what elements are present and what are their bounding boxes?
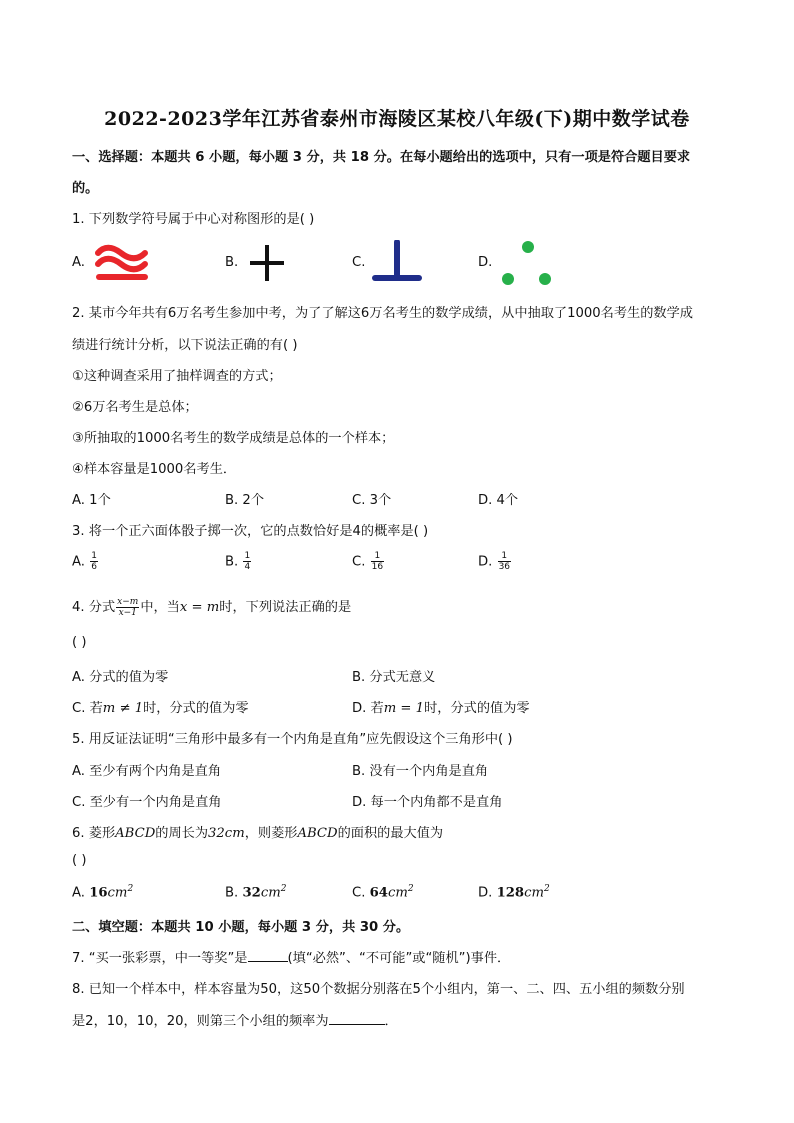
q4-option-c-math: m ≠ 1 — [102, 701, 144, 716]
q7-pre: 7. “买一张彩票，中一等奖”是 — [72, 951, 248, 966]
q6-option-c-exp: 2 — [407, 884, 414, 894]
frac-numerator: 1 — [244, 551, 251, 561]
q2-option-d: D. 4个 — [478, 493, 519, 508]
q4-option-a: A. 分式的值为零 — [72, 670, 169, 685]
q2-statement-3: ③所抽取的1000名考生的数学成绩是总体的一个样本； — [72, 431, 395, 446]
q8-stem-line2 — [72, 1010, 398, 1029]
q6-paren: ( ) — [72, 853, 87, 868]
q4-stem — [72, 596, 351, 618]
perpendicular-symbol-icon — [372, 240, 422, 284]
q6-option-a-unit: cm — [107, 885, 128, 901]
frac-numerator: 1 — [371, 551, 384, 562]
q7-stem — [72, 947, 510, 966]
q6-option-a — [72, 884, 133, 900]
frac-denominator: 6 — [91, 562, 97, 572]
q4-option-b: B. 分式无意义 — [352, 670, 436, 685]
q6-option-c-label: C. — [352, 885, 366, 901]
q4-suffix: 时，下列说法正确的是 — [219, 600, 352, 615]
q6-option-c-unit: cm — [387, 885, 408, 901]
q3-option-b — [225, 551, 252, 572]
q2-option-c: C. 3个 — [352, 493, 392, 508]
section1-heading: 一、选择题：本题共 6 小题，每小题 3 分，共 18 分。在每小题给出的选项中，只有一项是符合题目要求 — [72, 150, 691, 165]
q6-option-b — [225, 884, 286, 900]
q6-option-d — [478, 884, 550, 900]
q4-option-d-pre: D. 若 — [352, 701, 384, 716]
q6-option-b-num: 32 — [242, 885, 261, 901]
plus-symbol-icon — [249, 244, 285, 282]
q3-option-a — [72, 551, 99, 572]
q6-option-a-num: 16 — [89, 885, 108, 901]
frac-denominator: 16 — [371, 562, 384, 572]
q1-option-d-label: D. — [478, 255, 493, 270]
therefore-dots-icon — [498, 238, 556, 290]
q3-option-c-label: C. — [352, 554, 366, 570]
frac-denominator: 36 — [498, 562, 511, 572]
q6-option-b-unit: cm — [260, 885, 281, 901]
q6-post: 的面积的最大值为 — [337, 826, 444, 841]
q3-option-c-fraction — [371, 551, 384, 572]
q6-option-d-label: D. — [478, 885, 493, 901]
frac-numerator: 1 — [91, 551, 97, 561]
q6-stem — [72, 822, 443, 841]
q3-option-c — [352, 551, 385, 572]
q4-fraction — [116, 597, 139, 618]
q2-option-b: B. 2个 — [225, 493, 265, 508]
q8-post: ． — [384, 1014, 398, 1029]
q3-option-d — [478, 551, 512, 572]
q4-mid: 中，当 — [140, 600, 180, 615]
q5-option-b: B. 没有一个内角是直角 — [352, 764, 489, 779]
q6-option-d-unit: cm — [524, 885, 544, 901]
section2-heading: 二、填空题：本题共 10 小题，每小题 3 分，共 30 分。 — [72, 920, 410, 935]
q6-option-b-label: B. — [225, 885, 239, 901]
approx-equal-symbol-icon — [94, 244, 150, 284]
q5-option-d: D. 每一个内角都不是直角 — [352, 795, 503, 810]
q2-statement-2: ②6万名考生是总体； — [72, 400, 198, 415]
q8-answer-blank[interactable] — [329, 1012, 385, 1025]
q3-option-b-label: B. — [225, 554, 239, 570]
q1-option-a-label: A. — [72, 255, 85, 270]
q1-option-c-label: C. — [352, 255, 366, 270]
q7-answer-blank[interactable] — [248, 949, 288, 962]
frac-numerator: x−m — [117, 596, 139, 607]
q3-option-d-fraction — [498, 551, 511, 572]
q5-option-c: C. 至少有一个内角是直角 — [72, 795, 222, 810]
q4-option-c-pre: C. 若 — [72, 701, 103, 716]
q4-option-c-post: 时，分式的值为零 — [143, 701, 249, 716]
q6-option-b-exp: 2 — [280, 884, 287, 894]
q6-abcd-2: ABCD — [297, 826, 338, 841]
q4-option-d-math: m = 1 — [383, 701, 425, 716]
q3-option-a-label: A. — [72, 554, 85, 570]
q6-option-c — [352, 884, 414, 900]
q2-stem-line1: 2. 某市今年共有6万名考生参加中考，为了了解这6万名考生的数学成绩，从中抽取了1000名考生的数学成 — [72, 306, 693, 321]
q3-option-d-label: D. — [478, 554, 493, 570]
q5-stem: 5. 用反证法证明“三角形中最多有一个内角是直角”应先假设这个三角形中( ) — [72, 732, 513, 747]
q2-statement-4: ④样本容量是1000名考生． — [72, 462, 237, 477]
q3-stem: 3. 将一个正六面体骰子掷一次，它的点数恰好是4的概率是( ) — [72, 524, 429, 539]
q6-mid2: ，则菱形 — [244, 826, 298, 841]
q4-paren: ( ) — [72, 635, 87, 650]
frac-denominator: x−1 — [118, 607, 137, 618]
q4-prefix: 4. 分式 — [72, 600, 116, 615]
q3-option-a-fraction — [90, 551, 98, 572]
q6-abcd: ABCD — [115, 826, 156, 841]
section1-heading-cont: 的。 — [72, 181, 99, 196]
q2-option-a: A. 1个 — [72, 493, 111, 508]
q6-option-a-exp: 2 — [127, 884, 134, 894]
q1-stem: 1. 下列数学符号属于中心对称图形的是( ) — [72, 212, 315, 227]
q2-stem-line2: 绩进行统计分析，以下说法正确的有( ) — [72, 338, 298, 353]
q4-option-d-post: 时，分式的值为零 — [424, 701, 530, 716]
q6-option-d-exp: 2 — [544, 884, 550, 894]
q4-option-c — [72, 697, 249, 716]
q6-mid1: 的周长为 — [155, 826, 209, 841]
q6-option-d-num: 128 — [496, 885, 525, 901]
q8-stem-line1: 8. 已知一个样本中，样本容量为50，这50个数据分别落在5个小组内，第一、二、四、五小组的频数分别 — [72, 982, 685, 997]
q4-condition: x = m — [179, 600, 220, 615]
q5-option-a: A. 至少有两个内角是直角 — [72, 764, 222, 779]
q8-pre: 是2，10，10，20，则第三个小组的频率为 — [72, 1014, 329, 1029]
q7-post: (填“必然”、“不可能”或“随机”)事件． — [287, 951, 511, 966]
q6-option-a-label: A. — [72, 885, 85, 901]
q6-perimeter: 32cm — [208, 826, 245, 841]
q1-option-b-label: B. — [225, 255, 239, 270]
q3-option-b-fraction — [243, 551, 251, 572]
q6-option-c-num: 64 — [369, 885, 388, 901]
frac-denominator: 4 — [244, 562, 251, 572]
exam-title: 2022-2023学年江苏省泰州市海陵区某校八年级(下)期中数学试卷 — [104, 108, 690, 130]
q2-statement-1: ①这种调查采用了抽样调查的方式； — [72, 369, 282, 384]
q6-pre: 6. 菱形 — [72, 826, 116, 841]
q4-option-d — [352, 697, 530, 716]
frac-numerator: 1 — [498, 551, 511, 562]
